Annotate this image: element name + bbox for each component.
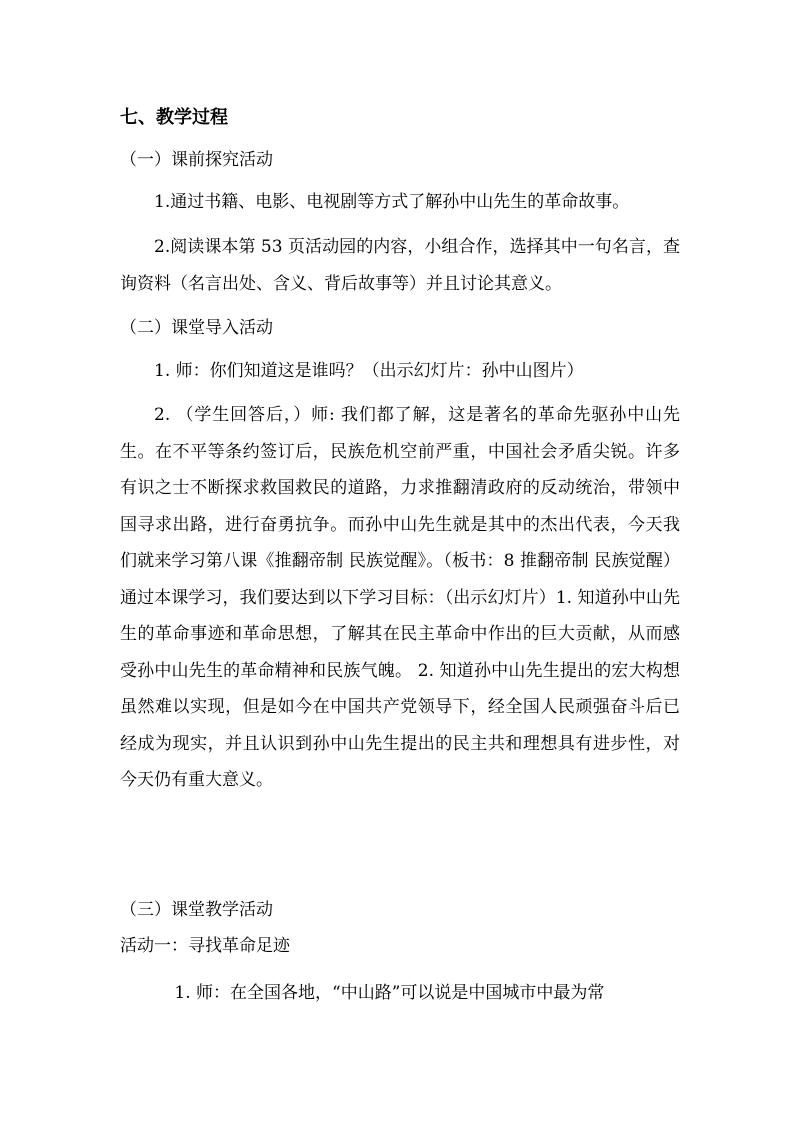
subsection-title-classroom: （三）课堂教学活动 [120, 900, 273, 920]
activity-title: 活动一：寻找革命足迹 [120, 936, 290, 956]
paragraph-lead-in-item-1: 1. 师：你们知道这是谁吗？（出示幻灯片：孙中山图片） [154, 361, 584, 381]
paragraph-pre-class-item-2: 2.阅读课本第 53 页活动园的内容，小组合作，选择其中一句名言，查询资料（名言出处、含义、背后故事等）并且讨论其意义。 [120, 237, 680, 294]
subsection-title-pre-class: （一）课前探究活动 [120, 150, 273, 170]
subsection-title-lead-in: （二）课堂导入活动 [120, 318, 273, 338]
paragraph-lead-in-item-2: 2. （学生回答后，）师: 我们都了解，这是著名的革命先驱孙中山先生。在不平等条约签订后，民族危机空前严重，中国社会矛盾尖锐。许多有识之士不断探求救国救民的道路，力求推翻清政府的反动统治，带领中国寻求出路，进行奋勇抗争。而孙中山先生就是其中的杰出代表，今天我们就来学习第八课《推翻帝制 民族觉醒》。（板书：8 推翻帝制 民族觉醒）通过本课学习，我们要达到以下学习目标：（出示幻灯片）1. 知道孙中山先生的革命事迹和革命思想，了解其在民主革命中作出的巨大贡献，从而感受孙中山先生的革命精神和民族气魄。 2. 知道孙中山先生提出的宏大构想虽然难以实现，但是如今在中国共产党领导下，经全国人民顽强奋斗后已经成为现实，并且认识到孙中山先生提出的民主共和理想具有进步性，对今天仍有重大意义。 [120, 405, 680, 790]
paragraph-activity-item-1: 1. 师：在全国各地，“中山路”可以说是中国城市中最为常 [174, 983, 605, 1003]
paragraph-pre-class-item-1: 1.通过书籍、电影、电视剧等方式了解孙中山先生的革命故事。 [154, 192, 630, 212]
section-heading: 七、教学过程 [120, 107, 228, 128]
